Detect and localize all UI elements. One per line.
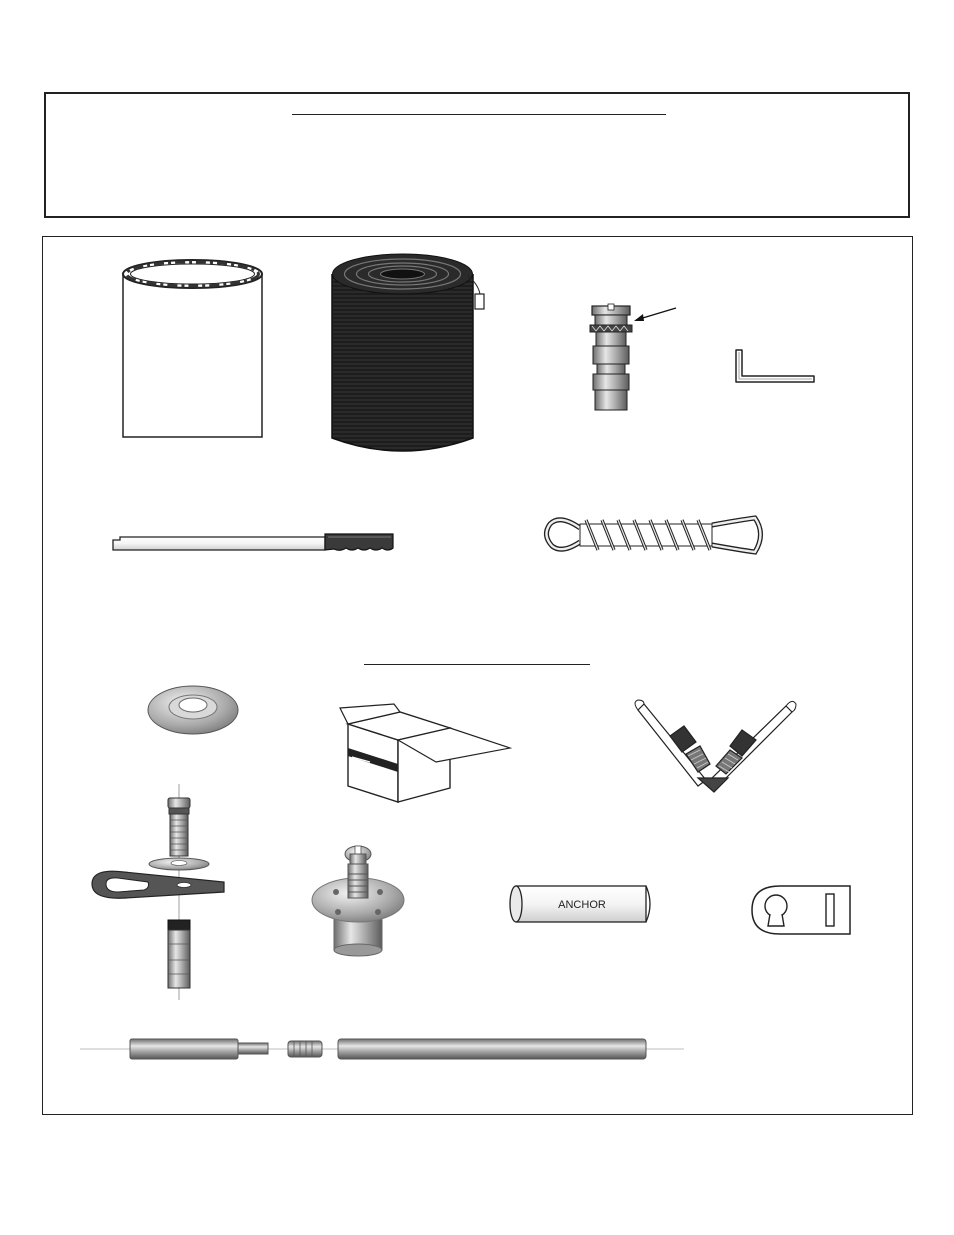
hardware-section-rule (364, 664, 590, 665)
stud-loop-assembly-icon (88, 784, 238, 1000)
header-title-rule (292, 114, 666, 115)
header-box (44, 92, 910, 218)
spring-pull-tool-icon (110, 528, 400, 558)
v-connector-icon (630, 698, 800, 798)
pole-assembly-icon (80, 1036, 690, 1066)
net-sleeve-icon (118, 252, 268, 442)
anchor-tube-label: ANCHOR (558, 899, 606, 911)
rolled-netting-icon (328, 250, 488, 460)
anchor-tube-icon (508, 882, 654, 928)
flange-stud-icon (308, 840, 408, 960)
keyhole-plate-icon (746, 882, 856, 938)
hex-key-icon (732, 346, 822, 386)
carton-box-icon (336, 702, 516, 812)
stud-with-arrow-icon (586, 300, 686, 415)
cup-washer-icon (145, 680, 245, 740)
spring-icon (540, 510, 770, 560)
